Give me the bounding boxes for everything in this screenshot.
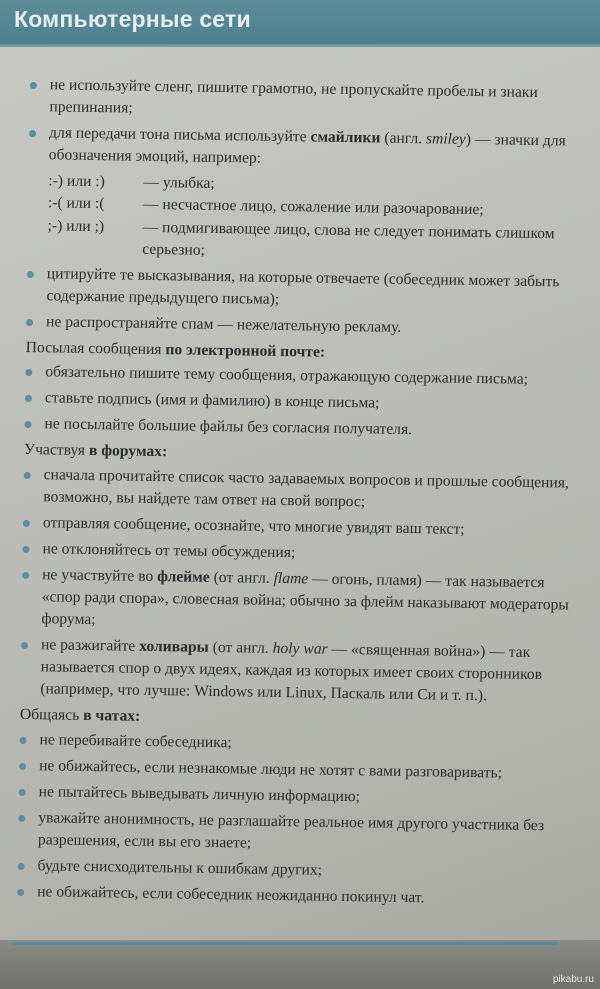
smiley-english-term: smiley	[425, 130, 466, 149]
flame-mid: (от англ.	[209, 568, 274, 587]
bullet-icon	[24, 471, 31, 478]
bullet-icon	[21, 642, 28, 649]
footer-divider	[12, 942, 557, 945]
list-item-text: не пытайтесь выведывать личную информацию;	[38, 782, 361, 805]
bullet-icon	[23, 520, 30, 527]
list-item	[17, 881, 565, 912]
section-colon: :	[134, 708, 141, 726]
holywar-english-term: holy war	[272, 640, 328, 658]
list-item-flame	[21, 564, 570, 639]
chapter-title: Компьютерные сети	[14, 6, 251, 32]
bullet-icon	[29, 130, 36, 137]
flame-pre: не участвуйте во	[42, 566, 158, 585]
list-item	[23, 463, 572, 516]
section-keyword: по электронной почте	[165, 341, 321, 361]
section-keyword: в чатах	[83, 707, 136, 726]
list-item-text: не обижайтесь, если собеседник неожиданно покинул чат.	[37, 883, 425, 907]
bullet-icon	[17, 863, 24, 870]
bullet-icon	[30, 82, 37, 89]
list-item	[19, 755, 567, 786]
bullet-icon	[19, 736, 26, 743]
list-item	[29, 74, 578, 127]
list-item-text: ставьте подпись (имя и фамилию) в конце письма;	[44, 389, 380, 412]
list-item-text: уважайте анонимность, не разглашайте реальное имя другого участника без разрешения, если вы его знаете;	[37, 809, 545, 852]
holywar-post: — «священная война») — так называется спор о двух идеях, каждая из которых имеет своих сторонников (например, что лучше: Windows или Linux, Паскаль или Си и т. п.).	[40, 640, 543, 705]
bullet-icon	[22, 546, 29, 553]
list-item-text: сначала прочитайте список часто задаваемых вопросов и прошлые сообщения, возможно, вы найдете там ответ на свой вопрос;	[43, 465, 570, 510]
smiley-intro-post: ) — значки для обозначения эмоций, например:	[48, 131, 566, 167]
list-item-text: не посылайте большие файлы без согласия получателя.	[44, 415, 413, 439]
bullet-icon	[26, 319, 33, 326]
bullet-icon	[19, 763, 26, 770]
list-item-text: не используйте сленг, пишите грамотно, не пропускайте пробелы и знаки препинания;	[49, 76, 538, 117]
list-item	[23, 512, 571, 543]
bullet-icon	[27, 271, 34, 278]
list-item	[18, 807, 567, 860]
section-intro: Посылая сообщения	[25, 338, 166, 359]
bullet-icon	[19, 789, 26, 796]
smiley-code: :-( или :(	[47, 194, 105, 213]
holywar-mid: (от англ.	[208, 639, 273, 658]
chapter-header	[0, 0, 600, 44]
bullet-icon	[25, 395, 32, 402]
list-item-text: будьте снисходительны к ошибкам других;	[37, 857, 323, 879]
bullet-icon	[18, 815, 25, 822]
header-divider	[0, 44, 600, 47]
smiley-intro-mid: (англ.	[380, 129, 427, 148]
smiley-description: — несчастное лицо, сожаление или разочарование;	[142, 196, 484, 219]
smiley-term: смайлики	[310, 128, 381, 147]
list-item	[24, 413, 572, 444]
bullet-icon	[22, 572, 29, 579]
list-item-text: цитируйте те высказывания, на которые отвечаете (собеседник может забыть содержание предыдущего письма);	[46, 265, 560, 308]
section-colon: :	[319, 343, 326, 361]
holywar-term: холивары	[139, 637, 209, 657]
section-keyword: в форумах	[88, 442, 163, 461]
list-item-holywar	[20, 634, 569, 709]
list-item-text: не отклоняйтесь от темы обсуждения;	[42, 540, 296, 562]
flame-english-term: flame	[273, 569, 309, 588]
bullet-icon	[25, 369, 32, 376]
section-intro: Общаясь	[19, 706, 84, 725]
smiley-code: ;-) или ;)	[47, 216, 105, 235]
flame-post: — огонь, пламя) — так называется «спор ради спора», словесная война; обычно за флейм наказывают модераторы форума;	[41, 570, 570, 629]
smiley-description: — улыбка;	[143, 174, 215, 193]
list-item	[17, 855, 565, 886]
smiley-description: — подмигивающее лицо, слова не следует понимать слишком серьезно;	[142, 218, 555, 259]
watermark: pikabu.ru	[552, 974, 594, 985]
bullet-icon	[17, 889, 24, 896]
smiley-intro-pre: для передачи тона письма используйте	[48, 124, 311, 146]
smiley-code: :-) или :)	[48, 172, 105, 191]
section-intro: Участвуя	[23, 441, 90, 460]
flame-term: флейме	[157, 567, 210, 586]
list-item-text: не перебивайте собеседника;	[39, 730, 232, 751]
holywar-pre: не разжигайте	[40, 636, 140, 655]
bullet-icon	[24, 421, 31, 428]
list-item	[19, 781, 567, 812]
list-item	[22, 538, 570, 569]
smiley-row	[27, 215, 576, 268]
list-item	[26, 311, 574, 342]
list-item-text: не обижайтесь, если незнакомые люди не хотят с вами разговаривать;	[39, 756, 503, 782]
page-bottom-shadow	[0, 940, 600, 989]
list-item	[26, 263, 575, 316]
section-colon: :	[161, 443, 168, 461]
list-item-text: обязательно пишите тему сообщения, отражающую содержание письма;	[45, 363, 529, 388]
list-item-smileys	[29, 122, 578, 175]
list-item-text: отправляя сообщение, осознайте, что многие увидят ваш текст;	[42, 513, 465, 538]
list-item-text: не распространяйте спам — нежелательную рекламу.	[45, 313, 402, 336]
page-content	[17, 74, 578, 916]
list-item	[25, 387, 573, 418]
